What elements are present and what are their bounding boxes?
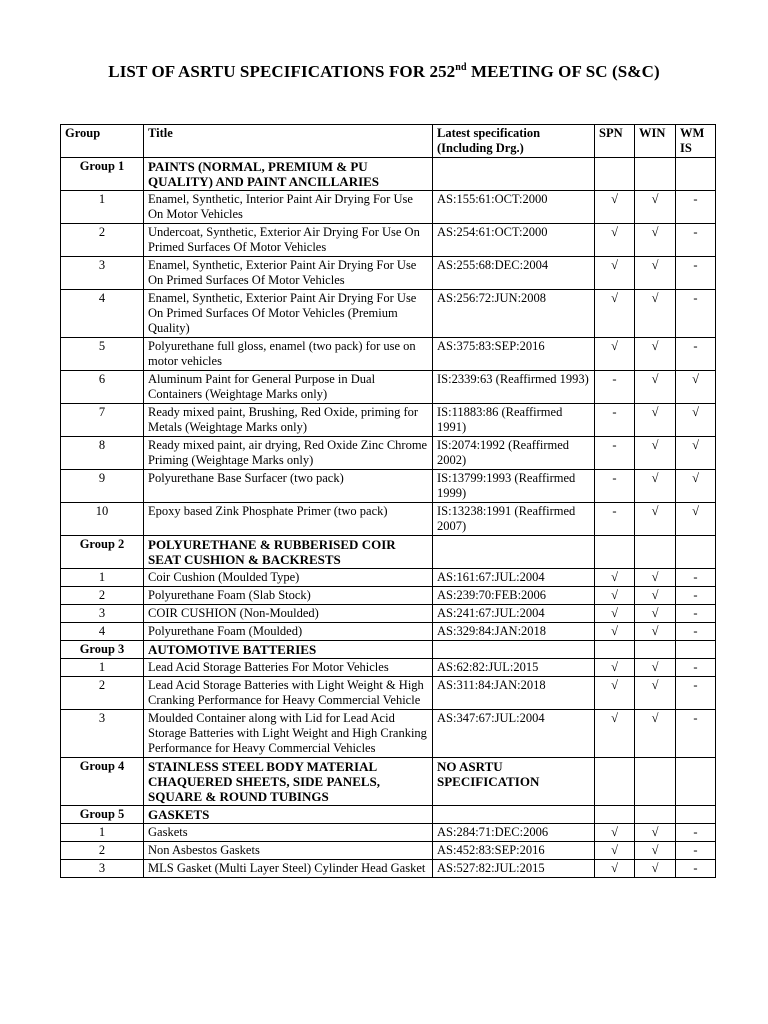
item-number: 1 — [61, 824, 144, 842]
item-wmis-mark: - — [676, 224, 716, 257]
item-title: Polyurethane full gloss, enamel (two pack) for use on motor vehicles — [144, 338, 433, 371]
group-label: Group 1 — [61, 158, 144, 191]
group-title: POLYURETHANE & RUBBERISED COIR SEAT CUSHION & BACKRESTS — [144, 536, 433, 569]
item-spn-mark: √ — [595, 587, 635, 605]
table-row — [61, 587, 716, 605]
item-spn-mark: √ — [595, 257, 635, 290]
item-spec: AS:527:82:JUL:2015 — [433, 860, 595, 878]
item-spec: IS:2339:63 (Reaffirmed 1993) — [433, 371, 595, 404]
item-spec: AS:254:61:OCT:2000 — [433, 224, 595, 257]
item-wmis-mark: √ — [676, 503, 716, 536]
item-spn-mark: √ — [595, 710, 635, 758]
item-spn-mark: √ — [595, 824, 635, 842]
item-spn-mark: √ — [595, 338, 635, 371]
item-wmis-mark: - — [676, 290, 716, 338]
item-wmis-mark: - — [676, 257, 716, 290]
item-spec: AS:239:70:FEB:2006 — [433, 587, 595, 605]
table-row — [61, 224, 716, 257]
item-number: 4 — [61, 623, 144, 641]
item-number: 1 — [61, 569, 144, 587]
item-win-mark: √ — [635, 257, 676, 290]
item-title: Aluminum Paint for General Purpose in Dual Containers (Weightage Marks only) — [144, 371, 433, 404]
item-win-mark: √ — [635, 290, 676, 338]
item-spn-mark: - — [595, 503, 635, 536]
item-spec: IS:13799:1993 (Reaffirmed 1999) — [433, 470, 595, 503]
item-title: Ready mixed paint, air drying, Red Oxide Zinc Chrome Priming (Weightage Marks only) — [144, 437, 433, 470]
item-spec: AS:329:84:JAN:2018 — [433, 623, 595, 641]
item-spn-mark: √ — [595, 842, 635, 860]
table-row — [61, 338, 716, 371]
header-row — [61, 125, 716, 158]
group-row — [61, 536, 716, 569]
item-win-mark: √ — [635, 371, 676, 404]
table-row — [61, 842, 716, 860]
col-header-win: WIN — [635, 125, 676, 158]
table-row — [61, 404, 716, 437]
item-title: Enamel, Synthetic, Exterior Paint Air Drying For Use On Primed Surfaces Of Motor Vehicles (Premium Quality) — [144, 290, 433, 338]
group-title: STAINLESS STEEL BODY MATERIAL CHAQUERED SHEETS, SIDE PANELS, SQUARE & ROUND TUBINGS — [144, 758, 433, 806]
item-number: 9 — [61, 470, 144, 503]
group-spn — [595, 806, 635, 824]
item-spec: IS:13238:1991 (Reaffirmed 2007) — [433, 503, 595, 536]
item-wmis-mark: - — [676, 569, 716, 587]
item-spec: AS:256:72:JUN:2008 — [433, 290, 595, 338]
item-spn-mark: - — [595, 470, 635, 503]
item-spn-mark: √ — [595, 191, 635, 224]
item-title: MLS Gasket (Multi Layer Steel) Cylinder Head Gasket — [144, 860, 433, 878]
table-row — [61, 191, 716, 224]
title-text: LIST OF ASRTU SPECIFICATIONS FOR 252 — [108, 62, 456, 81]
item-wmis-mark: √ — [676, 371, 716, 404]
group-wmis — [676, 758, 716, 806]
item-win-mark: √ — [635, 191, 676, 224]
item-number: 5 — [61, 338, 144, 371]
item-win-mark: √ — [635, 659, 676, 677]
item-win-mark: √ — [635, 860, 676, 878]
item-wmis-mark: - — [676, 710, 716, 758]
item-win-mark: √ — [635, 605, 676, 623]
col-header-title: Title — [144, 125, 433, 158]
table-row — [61, 470, 716, 503]
item-win-mark: √ — [635, 677, 676, 710]
item-wmis-mark: - — [676, 860, 716, 878]
item-spec: AS:255:68:DEC:2004 — [433, 257, 595, 290]
table-row — [61, 257, 716, 290]
group-win — [635, 536, 676, 569]
item-title: Polyurethane Base Surfacer (two pack) — [144, 470, 433, 503]
item-number: 3 — [61, 860, 144, 878]
group-wmis — [676, 641, 716, 659]
table-row — [61, 860, 716, 878]
item-spec: AS:161:67:JUL:2004 — [433, 569, 595, 587]
item-wmis-mark: - — [676, 824, 716, 842]
item-spn-mark: - — [595, 371, 635, 404]
specifications-table — [60, 124, 716, 878]
item-number: 2 — [61, 677, 144, 710]
table-row — [61, 503, 716, 536]
group-label: Group 4 — [61, 758, 144, 806]
page-title — [0, 62, 768, 82]
item-number: 3 — [61, 605, 144, 623]
item-spec: AS:62:82:JUL:2015 — [433, 659, 595, 677]
item-spec: AS:155:61:OCT:2000 — [433, 191, 595, 224]
item-spn-mark: - — [595, 404, 635, 437]
item-spec: IS:11883:86 (Reaffirmed 1991) — [433, 404, 595, 437]
group-spn — [595, 641, 635, 659]
item-title: Polyurethane Foam (Slab Stock) — [144, 587, 433, 605]
table-row — [61, 824, 716, 842]
table-row — [61, 371, 716, 404]
item-title: Non Asbestos Gaskets — [144, 842, 433, 860]
item-win-mark: √ — [635, 842, 676, 860]
item-title: Gaskets — [144, 824, 433, 842]
group-title: PAINTS (NORMAL, PREMIUM & PU QUALITY) AND PAINT ANCILLARIES — [144, 158, 433, 191]
item-title: Polyurethane Foam (Moulded) — [144, 623, 433, 641]
group-label: Group 5 — [61, 806, 144, 824]
group-row — [61, 158, 716, 191]
item-title: Ready mixed paint, Brushing, Red Oxide, priming for Metals (Weightage Marks only) — [144, 404, 433, 437]
item-wmis-mark: - — [676, 587, 716, 605]
item-win-mark: √ — [635, 623, 676, 641]
group-row — [61, 641, 716, 659]
group-spec — [433, 641, 595, 659]
item-number: 2 — [61, 842, 144, 860]
group-title: AUTOMOTIVE BATTERIES — [144, 641, 433, 659]
item-win-mark: √ — [635, 338, 676, 371]
item-spec: AS:241:67:JUL:2004 — [433, 605, 595, 623]
item-spn-mark: √ — [595, 605, 635, 623]
table-row — [61, 290, 716, 338]
group-spec: NO ASRTU SPECIFICATION — [433, 758, 595, 806]
item-number: 2 — [61, 224, 144, 257]
item-wmis-mark: √ — [676, 470, 716, 503]
table-body — [61, 158, 716, 878]
item-title: Moulded Container along with Lid for Lead Acid Storage Batteries with Light Weight and High Cranking Performance for Heavy Commercial Vehicles — [144, 710, 433, 758]
table-row — [61, 569, 716, 587]
group-wmis — [676, 806, 716, 824]
group-row — [61, 806, 716, 824]
item-wmis-mark: - — [676, 659, 716, 677]
item-number: 1 — [61, 659, 144, 677]
item-number: 10 — [61, 503, 144, 536]
item-title: Lead Acid Storage Batteries with Light Weight & High Cranking Performance for Heavy Commercial Vehicle — [144, 677, 433, 710]
group-row — [61, 758, 716, 806]
item-wmis-mark: - — [676, 605, 716, 623]
group-win — [635, 758, 676, 806]
item-wmis-mark: - — [676, 842, 716, 860]
table-row — [61, 605, 716, 623]
item-win-mark: √ — [635, 569, 676, 587]
item-spn-mark: √ — [595, 569, 635, 587]
group-spn — [595, 758, 635, 806]
group-win — [635, 158, 676, 191]
item-wmis-mark: - — [676, 191, 716, 224]
item-win-mark: √ — [635, 404, 676, 437]
item-win-mark: √ — [635, 824, 676, 842]
title-suffix: MEETING OF SC (S&C) — [466, 62, 660, 81]
item-title: Epoxy based Zink Phosphate Primer (two pack) — [144, 503, 433, 536]
item-win-mark: √ — [635, 587, 676, 605]
table-row — [61, 659, 716, 677]
group-win — [635, 806, 676, 824]
item-spn-mark: √ — [595, 224, 635, 257]
item-wmis-mark: √ — [676, 437, 716, 470]
group-label: Group 2 — [61, 536, 144, 569]
item-win-mark: √ — [635, 437, 676, 470]
item-spn-mark: - — [595, 437, 635, 470]
item-spec: AS:347:67:JUL:2004 — [433, 710, 595, 758]
item-spn-mark: √ — [595, 623, 635, 641]
item-title: COIR CUSHION (Non-Moulded) — [144, 605, 433, 623]
title-superscript: nd — [455, 62, 467, 73]
table-row — [61, 677, 716, 710]
item-title: Lead Acid Storage Batteries For Motor Vehicles — [144, 659, 433, 677]
item-win-mark: √ — [635, 710, 676, 758]
item-number: 3 — [61, 710, 144, 758]
group-spec — [433, 806, 595, 824]
item-wmis-mark: - — [676, 677, 716, 710]
item-number: 3 — [61, 257, 144, 290]
item-spec: AS:284:71:DEC:2006 — [433, 824, 595, 842]
col-header-wmis: WM IS — [676, 125, 716, 158]
table-row — [61, 623, 716, 641]
item-spn-mark: √ — [595, 860, 635, 878]
item-win-mark: √ — [635, 470, 676, 503]
group-spec — [433, 536, 595, 569]
group-title: GASKETS — [144, 806, 433, 824]
item-number: 1 — [61, 191, 144, 224]
item-number: 2 — [61, 587, 144, 605]
item-win-mark: √ — [635, 503, 676, 536]
item-title: Coir Cushion (Moulded Type) — [144, 569, 433, 587]
item-title: Undercoat, Synthetic, Exterior Air Drying For Use On Primed Surfaces Of Motor Vehicles — [144, 224, 433, 257]
item-wmis-mark: √ — [676, 404, 716, 437]
item-wmis-mark: - — [676, 623, 716, 641]
item-spn-mark: √ — [595, 290, 635, 338]
group-spn — [595, 158, 635, 191]
item-spn-mark: √ — [595, 659, 635, 677]
item-spn-mark: √ — [595, 677, 635, 710]
item-wmis-mark: - — [676, 338, 716, 371]
item-number: 4 — [61, 290, 144, 338]
group-spn — [595, 536, 635, 569]
item-title: Enamel, Synthetic, Interior Paint Air Drying For Use On Motor Vehicles — [144, 191, 433, 224]
group-wmis — [676, 536, 716, 569]
item-spec: AS:375:83:SEP:2016 — [433, 338, 595, 371]
col-header-group: Group — [61, 125, 144, 158]
item-number: 8 — [61, 437, 144, 470]
item-win-mark: √ — [635, 224, 676, 257]
group-label: Group 3 — [61, 641, 144, 659]
group-win — [635, 641, 676, 659]
item-spec: IS:2074:1992 (Reaffirmed 2002) — [433, 437, 595, 470]
item-spec: AS:311:84:JAN:2018 — [433, 677, 595, 710]
group-spec — [433, 158, 595, 191]
item-spec: AS:452:83:SEP:2016 — [433, 842, 595, 860]
col-header-spn: SPN — [595, 125, 635, 158]
table-row — [61, 437, 716, 470]
item-number: 7 — [61, 404, 144, 437]
col-header-spec: Latest specification (Including Drg.) — [433, 125, 595, 158]
item-title: Enamel, Synthetic, Exterior Paint Air Drying For Use On Primed Surfaces Of Motor Vehicles — [144, 257, 433, 290]
table-row — [61, 710, 716, 758]
group-wmis — [676, 158, 716, 191]
item-number: 6 — [61, 371, 144, 404]
